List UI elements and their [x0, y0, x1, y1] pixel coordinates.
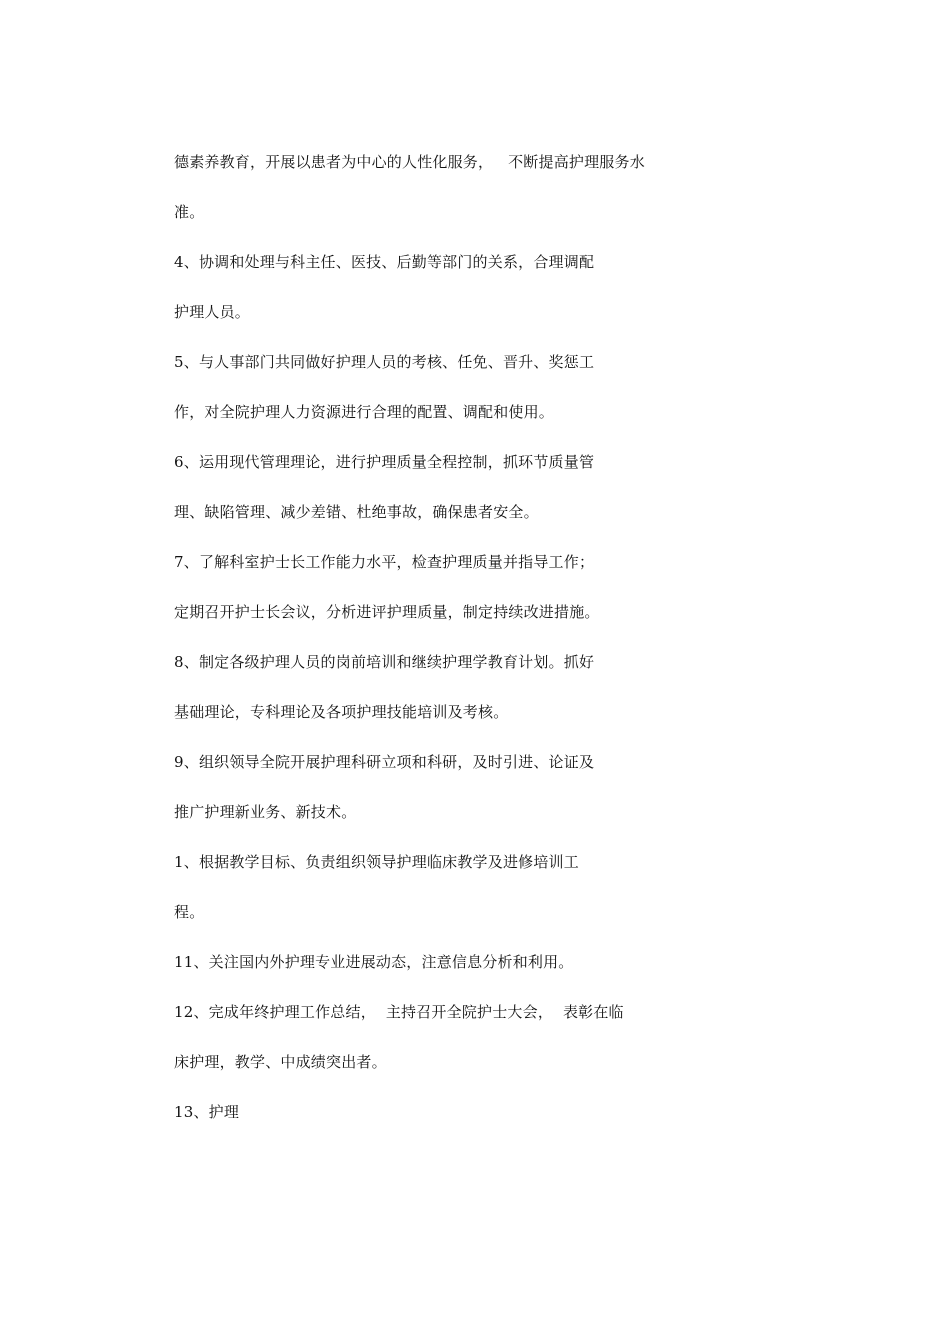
document-line: 12、完成年终护理工作总结， 主持召开全院护士大会， 表彰在临: [174, 1003, 624, 1021]
document-line: 作，对全院护理人力资源进行合理的配置、调配和使用。: [174, 403, 555, 421]
document-line: 床护理，教学、中成绩突出者。: [174, 1053, 387, 1071]
document-line: 9、组织领导全院开展护理科研立项和科研，及时引进、论证及: [174, 753, 595, 771]
document-line: 理、缺陷管理、减少差错、杜绝事故，确保患者安全。: [174, 503, 539, 521]
document-line: 基础理论，专科理论及各项护理技能培训及考核。: [174, 703, 509, 721]
document-line: 6、运用现代管理理论，进行护理质量全程控制，抓环节质量管: [174, 453, 595, 471]
document-line: 1、根据教学目标、负责组织领导护理临床教学及进修培训工: [174, 853, 579, 871]
document-line: 11、关注国内外护理专业进展动态，注意信息分析和利用。: [174, 953, 574, 971]
document-body: [174, 148, 794, 1148]
document-line: 推广护理新业务、新技术。: [174, 803, 357, 821]
document-line: 4、协调和处理与科主任、医技、后勤等部门的关系，合理调配: [174, 253, 595, 271]
document-line: 8、制定各级护理人员的岗前培训和继续护理学教育计划。抓好: [174, 653, 595, 671]
document-line: 准。: [174, 203, 205, 221]
document-line: 5、与人事部门共同做好护理人员的考核、任免、晋升、奖惩工: [174, 353, 595, 371]
document-line: 程。: [174, 903, 205, 921]
document-line: 13、护理: [174, 1103, 240, 1121]
document-line: 护理人员。: [174, 303, 251, 321]
document-line: 德素养教育，开展以患者为中心的人性化服务， 不断提高护理服务水: [174, 153, 645, 171]
document-line: 7、了解科室护士长工作能力水平，检查护理质量并指导工作；: [174, 553, 595, 571]
document-line: 定期召开护士长会议，分析进评护理质量，制定持续改进措施。: [174, 603, 600, 621]
